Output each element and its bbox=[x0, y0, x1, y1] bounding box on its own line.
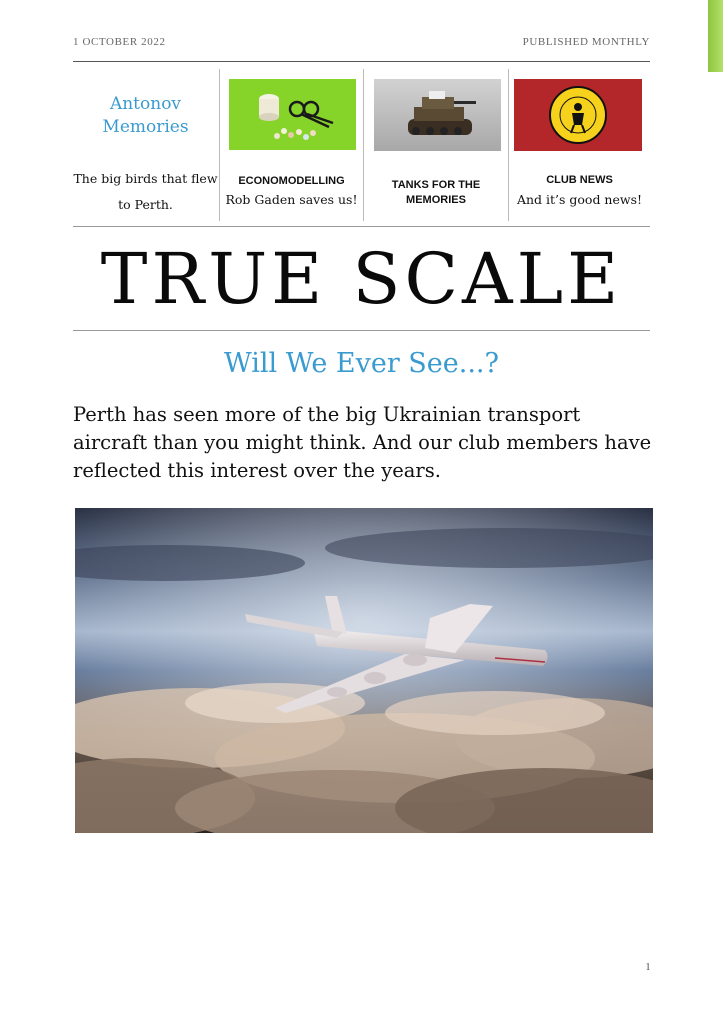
publication-frequency: PUBLISHED MONTHLY bbox=[522, 36, 650, 48]
article-headline[interactable]: Will We Ever See...? bbox=[224, 348, 499, 379]
issue-date: 1 OCTOBER 2022 bbox=[73, 36, 166, 48]
article-lede: Perth has seen more of the big Ukrainian transport aircraft than you might think. And our club members have reflected this interest over the years. bbox=[73, 403, 652, 482]
club-logo-photo bbox=[514, 79, 642, 151]
teaser-tanks[interactable] bbox=[364, 69, 508, 221]
teaser-heading[interactable]: TANKS FOR THE MEMORIES bbox=[391, 179, 481, 206]
antonov-aircraft-over-clouds-photo bbox=[75, 508, 653, 833]
teaser-antonov[interactable] bbox=[73, 69, 218, 221]
issue-header bbox=[73, 36, 650, 50]
teaser-club-news[interactable] bbox=[509, 69, 650, 221]
header-rule bbox=[73, 61, 650, 62]
teaser-economodelling[interactable] bbox=[220, 69, 363, 221]
page-edge-tab bbox=[708, 0, 723, 72]
teaser-heading[interactable]: CLUB NEWS bbox=[546, 174, 613, 186]
teaser-subtitle: And it’s good news! bbox=[516, 192, 643, 207]
teaser-title[interactable]: Antonov Memories bbox=[102, 94, 189, 137]
masthead-title: TRUE SCALE bbox=[100, 238, 623, 320]
teaser-bottom-rule bbox=[73, 226, 650, 227]
teaser-subtitle: Rob Gaden saves us! bbox=[225, 192, 358, 207]
tank-model-photo bbox=[374, 79, 501, 151]
masthead-rule bbox=[73, 330, 650, 331]
modelling-tools-photo bbox=[229, 79, 356, 150]
teaser-subtitle: The big birds that flew to Perth. bbox=[73, 171, 218, 212]
page-number: 1 bbox=[645, 962, 651, 973]
teaser-heading[interactable]: ECONOMODELLING bbox=[238, 175, 345, 187]
